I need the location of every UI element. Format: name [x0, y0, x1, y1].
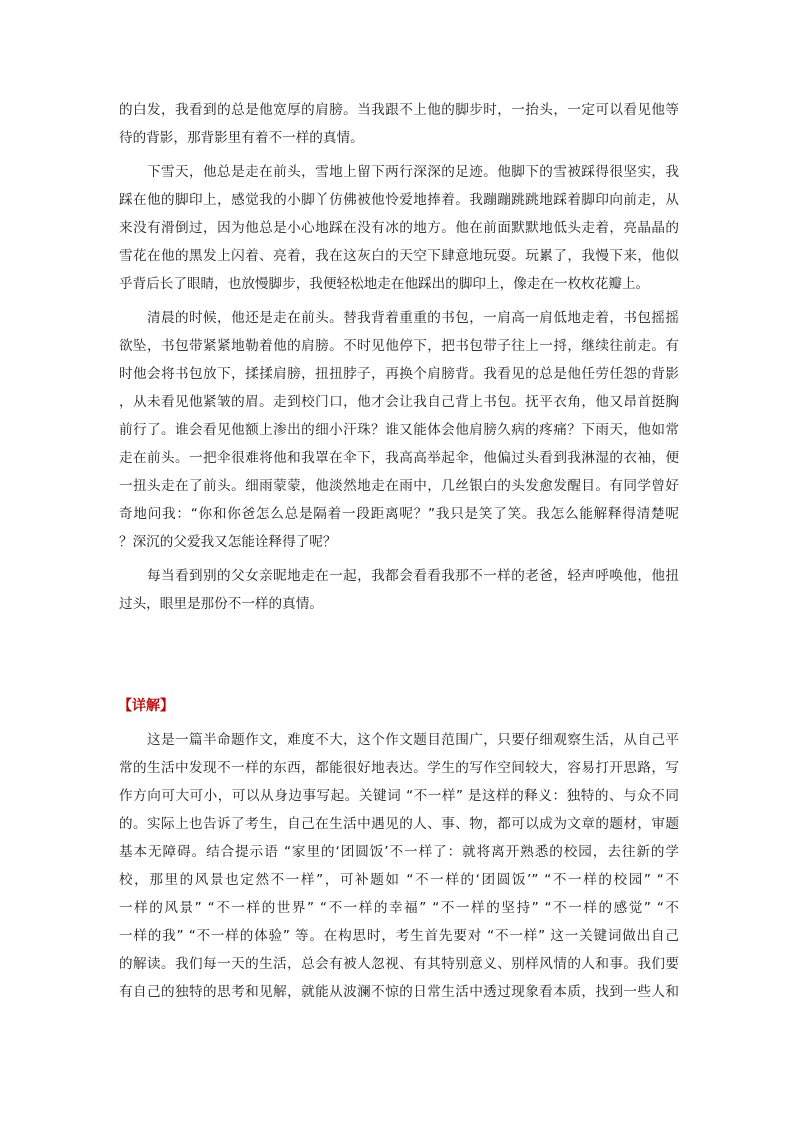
- text-line: 下雪天，他总是走在前头，雪地上留下两行深深的足迹。他脚下的雪被踩得很坚实，我: [147, 164, 679, 180]
- text-line: 乎背后长了眼睛，也放慢脚步，我便轻松地走在他踩出的脚印上，像走在一枚枚花瓣上。: [119, 276, 650, 292]
- text-line: 一样的风景” “不一样的世界” “不一样的幸福” “不一样的坚持” “不一样的感觉” “不: [119, 900, 679, 916]
- text-line: ，从未看见他紧皱的眉。走到校门口，他才会让我自己背上书包。抚平衣角，他又昂首挺胸: [119, 394, 679, 410]
- text-line: 的解读。我们每一天的生活，总会有被人忽视、有其特别意义、别样风情的人和事。我们要: [119, 956, 679, 972]
- text-line: 的白发，我看到的总是他宽厚的肩膀。当我跟不上他的脚步时，一抬头，一定可以看见他等: [119, 102, 679, 118]
- text-line: 踩在他的脚印上，感觉我的小脚丫仿佛被他怜爱地捧着。我蹦蹦跳跳地踩着脚印向前走，从: [119, 192, 679, 208]
- text-line: 常的生活中发现不一样的东西，都能很好地表达。学生的写作空间较大，容易打开思路，写: [119, 760, 679, 776]
- text-line: 前行了。谁会看见他额上渗出的细小汗珠？谁又能体会他肩膀久病的疼痛？下雨天，他如常: [119, 422, 679, 438]
- text-line: 时他会将书包放下，揉揉肩膀，扭扭脖子，再换个肩膀背。我看见的总是他任劳任怨的背影: [119, 366, 679, 382]
- text-line: 的。实际上也告诉了考生，自己在生活中遇见的人、事、物，都可以成为文章的题材，审题: [119, 816, 679, 832]
- text-line: 每当看到别的父女亲昵地走在一起，我都会看看我那不一样的老爸，轻声呼唤他，他扭: [147, 568, 679, 584]
- text-line: 过头，眼里是那份不一样的真情。: [119, 596, 323, 612]
- text-line: 来没有滑倒过，因为他总是小心地踩在没有冰的地方。他在前面默默地低头走着，亮晶晶的: [119, 220, 679, 236]
- text-line: 作方向可大可小，可以从身边事写起。关键词 “不一样” 是这样的释义：独特的、与众不同: [119, 788, 679, 804]
- text-line: 基本无障碍。结合提示语 “家里的‘团圆饭’不一样了：就将离开熟悉的校园，去往新的学: [119, 844, 679, 860]
- text-line: ？深沉的父爱我又怎能诠释得了呢？: [119, 534, 337, 550]
- text-line: 雪花在他的黑发上闪着、亮着，我在这灰白的天空下肆意地玩耍。玩累了，我慢下来，他似: [119, 248, 679, 264]
- text-line: 待的背影，那背影里有着不一样的真情。: [119, 130, 364, 146]
- text-line: 走在前头。一把伞很难将他和我罩在伞下，我高高举起伞，他偏过头看到我淋湿的衣袖，便: [119, 450, 679, 466]
- section-heading: 【详解】: [118, 698, 174, 714]
- text-line: 这是一篇半命题作文，难度不大，这个作文题目范围广，只要仔细观察生活，从自己平: [147, 732, 679, 748]
- text-line: 清晨的时候，他还是走在前头。替我背着重重的书包，一肩高一肩低地走着，书包摇摇: [147, 310, 679, 326]
- text-line: 有自己的独特的思考和见解，就能从波澜不惊的日常生活中透过现象看本质，找到一些人和: [119, 984, 679, 1000]
- text-line: 一样的我” “不一样的体验” 等。在构思时，考生首先要对 “不一样” 这一关键词做出自己: [119, 928, 679, 944]
- text-line: 一扭头走在了前头。细雨蒙蒙，他淡然地走在雨中，几丝银白的头发愈发醒目。有同学曾好: [119, 478, 679, 494]
- text-line: 校，那里的风景也定然不一样”，可补题如 “不一样的‘团圆饭’” “不一样的校园” “不: [119, 872, 679, 888]
- text-line: 奇地问我：“你和你爸怎么总是隔着一段距离呢？”我只是笑了笑。我怎么能解释得清楚呢: [119, 506, 679, 522]
- text-line: 欲坠，书包带紧紧地勒着他的肩膀。不时见他停下，把书包带子往上一捋，继续往前走。有: [119, 338, 679, 354]
